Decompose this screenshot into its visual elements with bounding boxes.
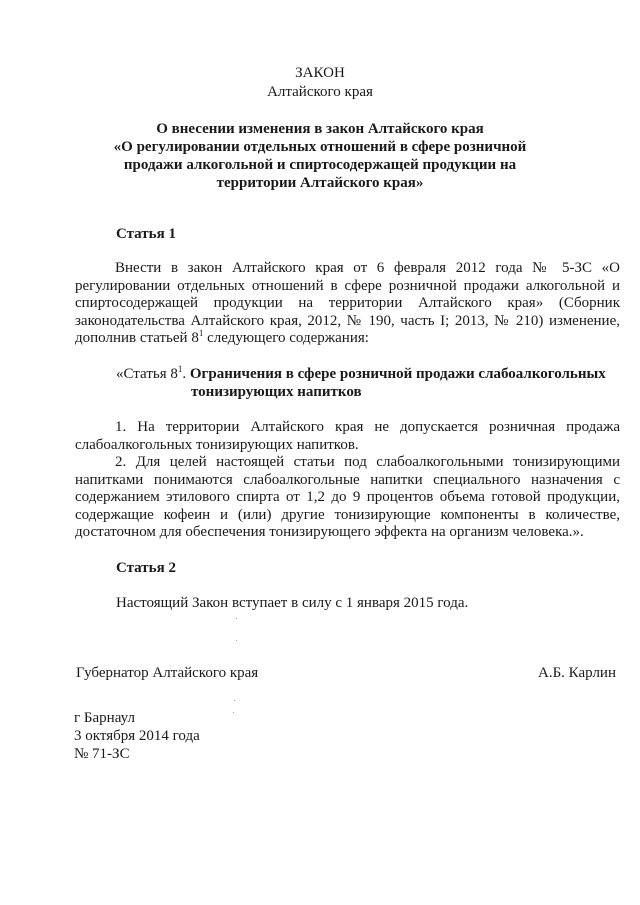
scan-speck — [234, 700, 235, 701]
doc-region: Алтайского края — [267, 84, 373, 100]
scan-speck — [236, 640, 237, 641]
quoted-article-dot: . — [182, 366, 187, 382]
doc-type: ЗАКОН — [295, 65, 345, 81]
signature-position: Губернатор Алтайского края — [76, 665, 259, 681]
scan-speck — [233, 712, 234, 713]
quoted-article-prefix: «Статья 8 — [116, 366, 178, 382]
doc-title-line-3: продажи алкогольной и спиртосодержащей продукции на — [123, 157, 517, 173]
signature-name: А.Б. Карлин — [537, 665, 616, 681]
doc-title-line-2: «О регулировании отдельных отношений в сфере розничной — [113, 139, 527, 155]
doc-title-line-4: территории Алтайского края» — [216, 175, 424, 191]
article-1-text-tail: следующего содержания: — [203, 330, 369, 346]
article-1-paragraph — [75, 260, 620, 348]
footer-number: № 71-ЗС — [74, 746, 130, 762]
footer-date: 3 октября 2014 года — [74, 728, 200, 744]
article-1-heading: Статья 1 — [116, 226, 176, 242]
article-1-superscript: 1 — [198, 328, 204, 338]
quoted-article-title-line-2: тонизирующих напитков — [191, 384, 362, 400]
article-1-item-2: 2. Для целей настоящей статьи под слабоалкогольными тонизирующими напитками понимаются слабоалкогольные напитки специального назначения с содержанием этилового спирта от 1,2 до 9 процентов объема готовой продукции, содержащие кофеин и (или) другие тонизирующие компоненты в количестве, достаточном для обеспечения тонизирующего эффекта на организм человека.». — [75, 454, 620, 540]
scan-speck — [236, 618, 237, 619]
article-2-text: Настоящий Закон вступает в силу с 1 января 2015 года. — [116, 595, 469, 611]
article-2-heading: Статья 2 — [116, 560, 176, 576]
doc-title-line-1: О внесении изменения в закон Алтайского края — [156, 121, 484, 137]
quoted-article-superscript: 1 — [177, 364, 183, 374]
quoted-article-title-line-1: Ограничения в сфере розничной продажи слабоалкогольных — [189, 366, 606, 382]
footer-place: г Барнаул — [74, 710, 135, 726]
quoted-article-title — [116, 366, 606, 384]
article-1-text-main: Внести в закон Алтайского края от 6 февраля 2012 года № 5-ЗС «О регулировании отдельных отношений в сфере розничной продажи алкогольной и спиртосодержащей продукции на территории Алтайского края» (Сборник законодательства Алтайского края, 2012, № 190, часть I; 2013, № 210) изменение, дополнив статьей 8 — [75, 260, 620, 346]
article-1-item-1: 1. На территории Алтайского края не допускается розничная продажа слабоалкогольных тонизирующих напитков. — [75, 419, 620, 453]
